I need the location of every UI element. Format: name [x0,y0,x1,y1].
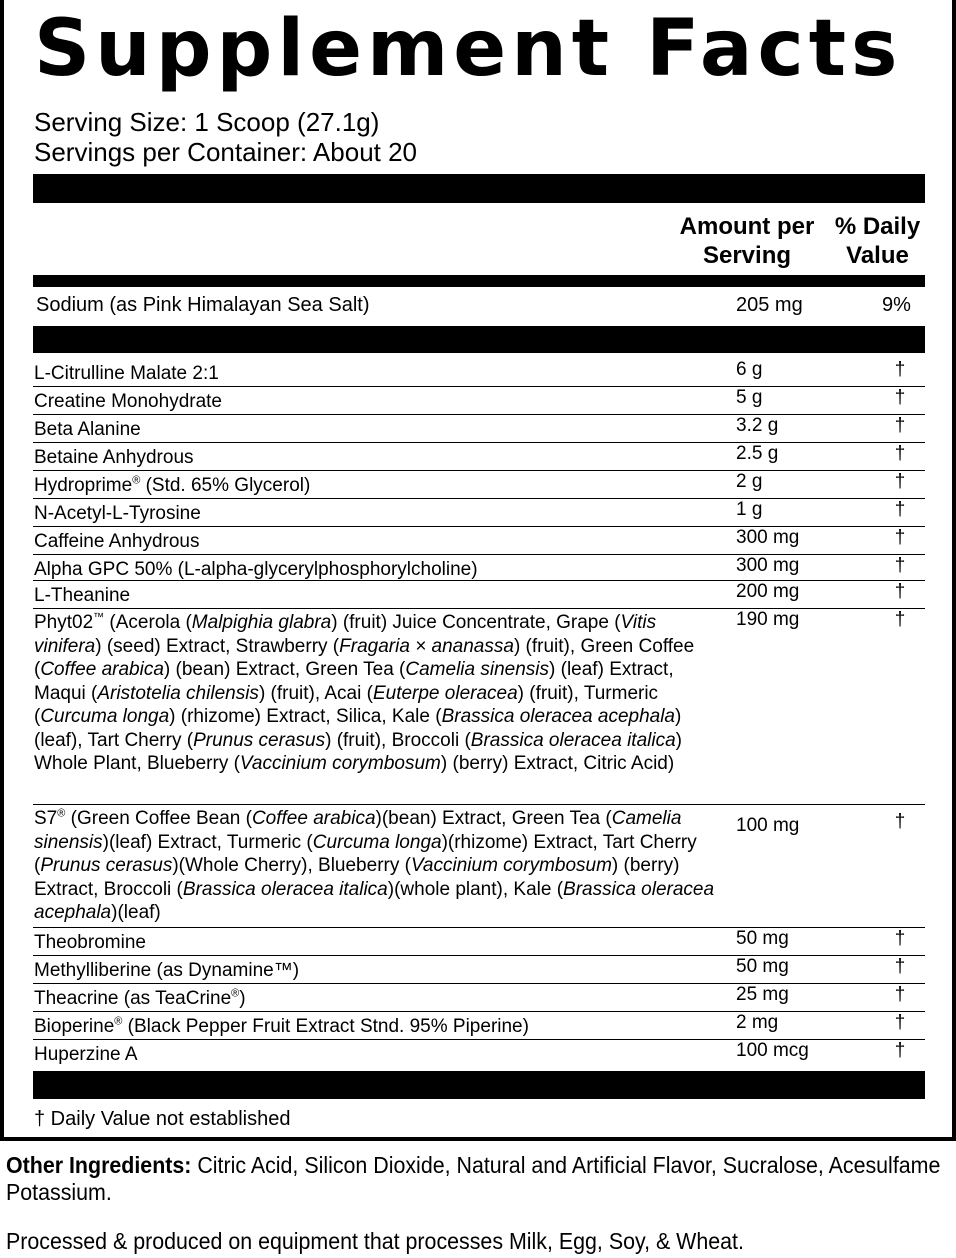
ingredient-name-text: Hydroprime [34,475,133,496]
ingredient-name [34,418,724,442]
ingredient-name [34,390,724,414]
dagger-mark: † [894,609,906,630]
botanical-name: Euterpe oleracea [372,682,518,704]
dv-header-line2: Value [846,242,909,269]
ingredient-name-text: Betaine Anhydrous [34,447,194,468]
amount-per-serving-header [676,212,818,270]
ingredient-description: ) (leaf), Tart Cherry ( [34,706,682,751]
botanical-name: Curcuma longa [312,831,442,853]
ingredient-name-text: Caffeine Anhydrous [34,531,200,552]
botanical-name: Vaccinium corymbosum [239,753,441,774]
botanical-name: Coffee arabica [40,659,164,680]
ingredient-row [33,470,925,499]
ingredient-name [34,959,724,983]
ingredient-description: ) (seed) Extract, Strawberry ( [95,635,340,657]
botanical-name: Brassica oleracea acephala [34,878,715,923]
ingredient-amount: 50 mg [736,956,789,977]
ingredient-name-detail: ) [239,988,246,1009]
ingredient-row [33,1011,925,1040]
trademark-mark: ™ [93,611,105,624]
ingredient-name [34,502,724,526]
botanical-name: Vaccinium corymbosum [410,855,612,876]
ingredient-row [33,498,925,527]
botanical-name: Brassica oleracea italica [470,729,676,751]
dagger-mark: † [894,1012,906,1033]
servings-per-container: Servings per Container: About 20 [34,137,418,167]
ingredient-name [34,584,724,608]
dagger-mark: † [894,415,906,436]
ingredient-amount: 6 g [736,359,763,380]
ingredient-name-text: N-Acetyl-L-Tyrosine [34,503,201,524]
ingredient-row [33,580,925,609]
ingredient-description: ) (leaf) Extract, Maqui ( [34,659,674,704]
ingredient-name-text: Huperzine A [34,1044,138,1065]
botanical-name: Malpighia glabra [191,612,332,633]
ingredient-amount: 100 mg [736,815,800,836]
header-divider [33,275,925,287]
ingredient-amount: 300 mg [736,527,800,548]
trademark-mark: ® [57,807,66,820]
dagger-mark: † [894,956,906,977]
botanical-name: Curcuma longa [40,706,170,727]
botanical-name: Prunus cerasus [40,855,173,876]
ingredient-description: ) (fruit), Broccoli ( [325,729,471,751]
ingredient-name [34,446,724,470]
panel-title: Supplement Facts [34,4,903,94]
ingredient-name [34,530,724,554]
ingredient-name-text: Methylliberine (as Dynamine™) [34,960,300,981]
amount-header-line1: Amount per [679,213,815,240]
trademark-mark: ® [132,474,141,487]
ingredient-description: )(Whole Cherry), Blueberry ( [172,855,411,876]
other-ingredients-text: Citric Acid, Silicon Dioxide, Natural and Artificial Flavor, Sucralose, Acesulfame Potassium. [6,1152,941,1205]
sodium-dv: 9% [882,294,911,316]
ingredient-row [33,1039,925,1071]
ingredient-name-text: L-Citrulline Malate 2:1 [34,363,219,384]
ingredient-amount: 1 g [736,499,763,520]
ingredient-name [34,807,724,925]
ingredient-name [34,1015,724,1039]
ingredient-row [33,442,925,471]
dv-header-line1: % Daily [834,213,921,240]
dagger-mark: † [894,443,906,464]
sodium-amount: 205 mg [736,294,803,316]
ingredient-row [33,927,925,956]
botanical-name: Camelia sinensis [34,808,682,853]
ingredient-description: (Green Coffee Bean ( [65,808,252,829]
allergen-processing-note: Processed & produced on equipment that processes Milk, Egg, Soy, & Wheat. [6,1228,744,1254]
ingredient-name-text: Bioperine [34,1016,115,1037]
ingredient-name [34,931,724,955]
ingredient-description: )(leaf) Extract, Turmeric ( [102,831,313,853]
ingredient-description: )(whole plant), Kale ( [387,878,564,900]
ingredient-description: ) (fruit), Green Coffee ( [34,635,695,680]
ingredient-row [33,608,925,805]
dagger-mark: † [894,811,906,832]
botanical-name: Brassica oleracea italica [182,878,388,900]
trademark-mark: ® [231,987,240,1000]
dagger-mark: † [894,471,906,492]
ingredient-amount: 50 mg [736,928,789,949]
ingredient-name-detail: (Black Pepper Fruit Extract Stnd. 95% Piperine) [122,1016,529,1037]
ingredient-amount: 100 mcg [736,1040,809,1061]
dagger-mark: † [894,359,906,380]
ingredient-row [33,358,925,387]
other-ingredients-label: Other Ingredients: [6,1152,192,1178]
ingredient-amount: 200 mg [736,581,800,602]
ingredient-name [34,362,724,386]
ingredient-amount: 2 g [736,471,763,492]
ingredient-amount: 190 mg [736,609,800,630]
ingredient-amount: 25 mg [736,984,789,1005]
ingredient-name-text: Theobromine [34,932,146,953]
ingredient-name-detail: (Std. 65% Glycerol) [140,475,311,496]
ingredient-name [34,987,724,1011]
dagger-mark: † [894,555,906,576]
bottom-divider [33,1071,925,1099]
ingredient-row [33,414,925,443]
ingredient-row [33,526,925,555]
botanical-name: Prunus cerasus [193,729,326,751]
ingredient-name-text: L-Theanine [34,585,131,606]
ingredient-name-text: Alpha GPC 50% (L-alpha-glycerylphosphorylcholine) [34,559,478,580]
ingredient-amount: 2 mg [736,1012,779,1033]
botanical-name: Vitis vinifera [34,612,657,657]
ingredient-name [34,558,724,582]
sodium-name: Sodium (as Pink Himalayan Sea Salt) [36,294,370,316]
serving-size: Serving Size: 1 Scoop (27.1g) [34,107,380,137]
amount-header-line2: Serving [702,242,792,269]
dagger-mark: † [894,581,906,602]
dagger-mark: † [894,527,906,548]
ingredient-amount: 300 mg [736,555,800,576]
botanical-name: Coffee arabica [251,808,376,829]
ingredient-row [33,554,925,581]
ingredient-name-text: S7 [34,808,58,829]
ingredient-description: ) (berry) Extract, Broccoli ( [34,855,680,900]
botanical-name: Fragaria × ananassa [339,635,514,657]
ingredient-row [33,983,925,1012]
ingredient-row [33,386,925,415]
ingredient-description: ) (berry) Extract, Citric Acid) [440,753,675,774]
ingredient-description: ) (fruit), Acai ( [258,682,373,704]
ingredient-row [33,804,925,928]
ingredient-name [34,1043,724,1067]
ingredient-name-text: Beta Alanine [34,419,141,440]
botanical-name: Brassica oleracea acephala [441,706,675,727]
ingredient-amount: 3.2 g [736,415,779,436]
footnote: † Daily Value not established [34,1108,291,1130]
ingredient-description: )(bean) Extract, Green Tea ( [375,808,612,829]
dagger-mark: † [894,928,906,949]
dagger-mark: † [894,387,906,408]
daily-value-header [830,212,925,270]
ingredient-description: )(rhizome) Extract, Tart Cherry ( [34,831,697,876]
ingredient-row [33,955,925,984]
ingredient-name-text: Creatine Monohydrate [34,391,222,412]
ingredient-amount: 5 g [736,387,763,408]
other-ingredients [6,1152,945,1206]
ingredient-name-text: Theacrine (as TeaCrine [34,988,232,1009]
ingredient-description: ) (fruit), Turmeric ( [34,682,659,727]
ingredient-description: ) (bean) Extract, Green Tea ( [163,659,406,680]
section-divider [33,326,925,353]
ingredient-name [34,611,724,776]
thick-divider [33,174,925,203]
dagger-mark: † [894,499,906,520]
botanical-name: Aristotelia chilensis [97,682,259,704]
dagger-mark: † [894,1040,906,1061]
ingredient-description: ) (rhizome) Extract, Silica, Kale ( [169,706,442,727]
trademark-mark: ® [114,1015,123,1028]
ingredient-name-text: Phyt02 [34,612,94,633]
ingredient-name [34,474,724,498]
ingredient-description: )(leaf) [111,902,161,923]
dagger-mark: † [894,984,906,1005]
ingredient-amount: 2.5 g [736,443,779,464]
ingredient-description: ) (fruit) Juice Concentrate, Grape ( [331,612,621,633]
ingredient-description: ) Whole Plant, Blueberry ( [34,729,682,774]
ingredient-description: (Acerola ( [104,612,192,633]
botanical-name: Camelia sinensis [405,659,550,680]
